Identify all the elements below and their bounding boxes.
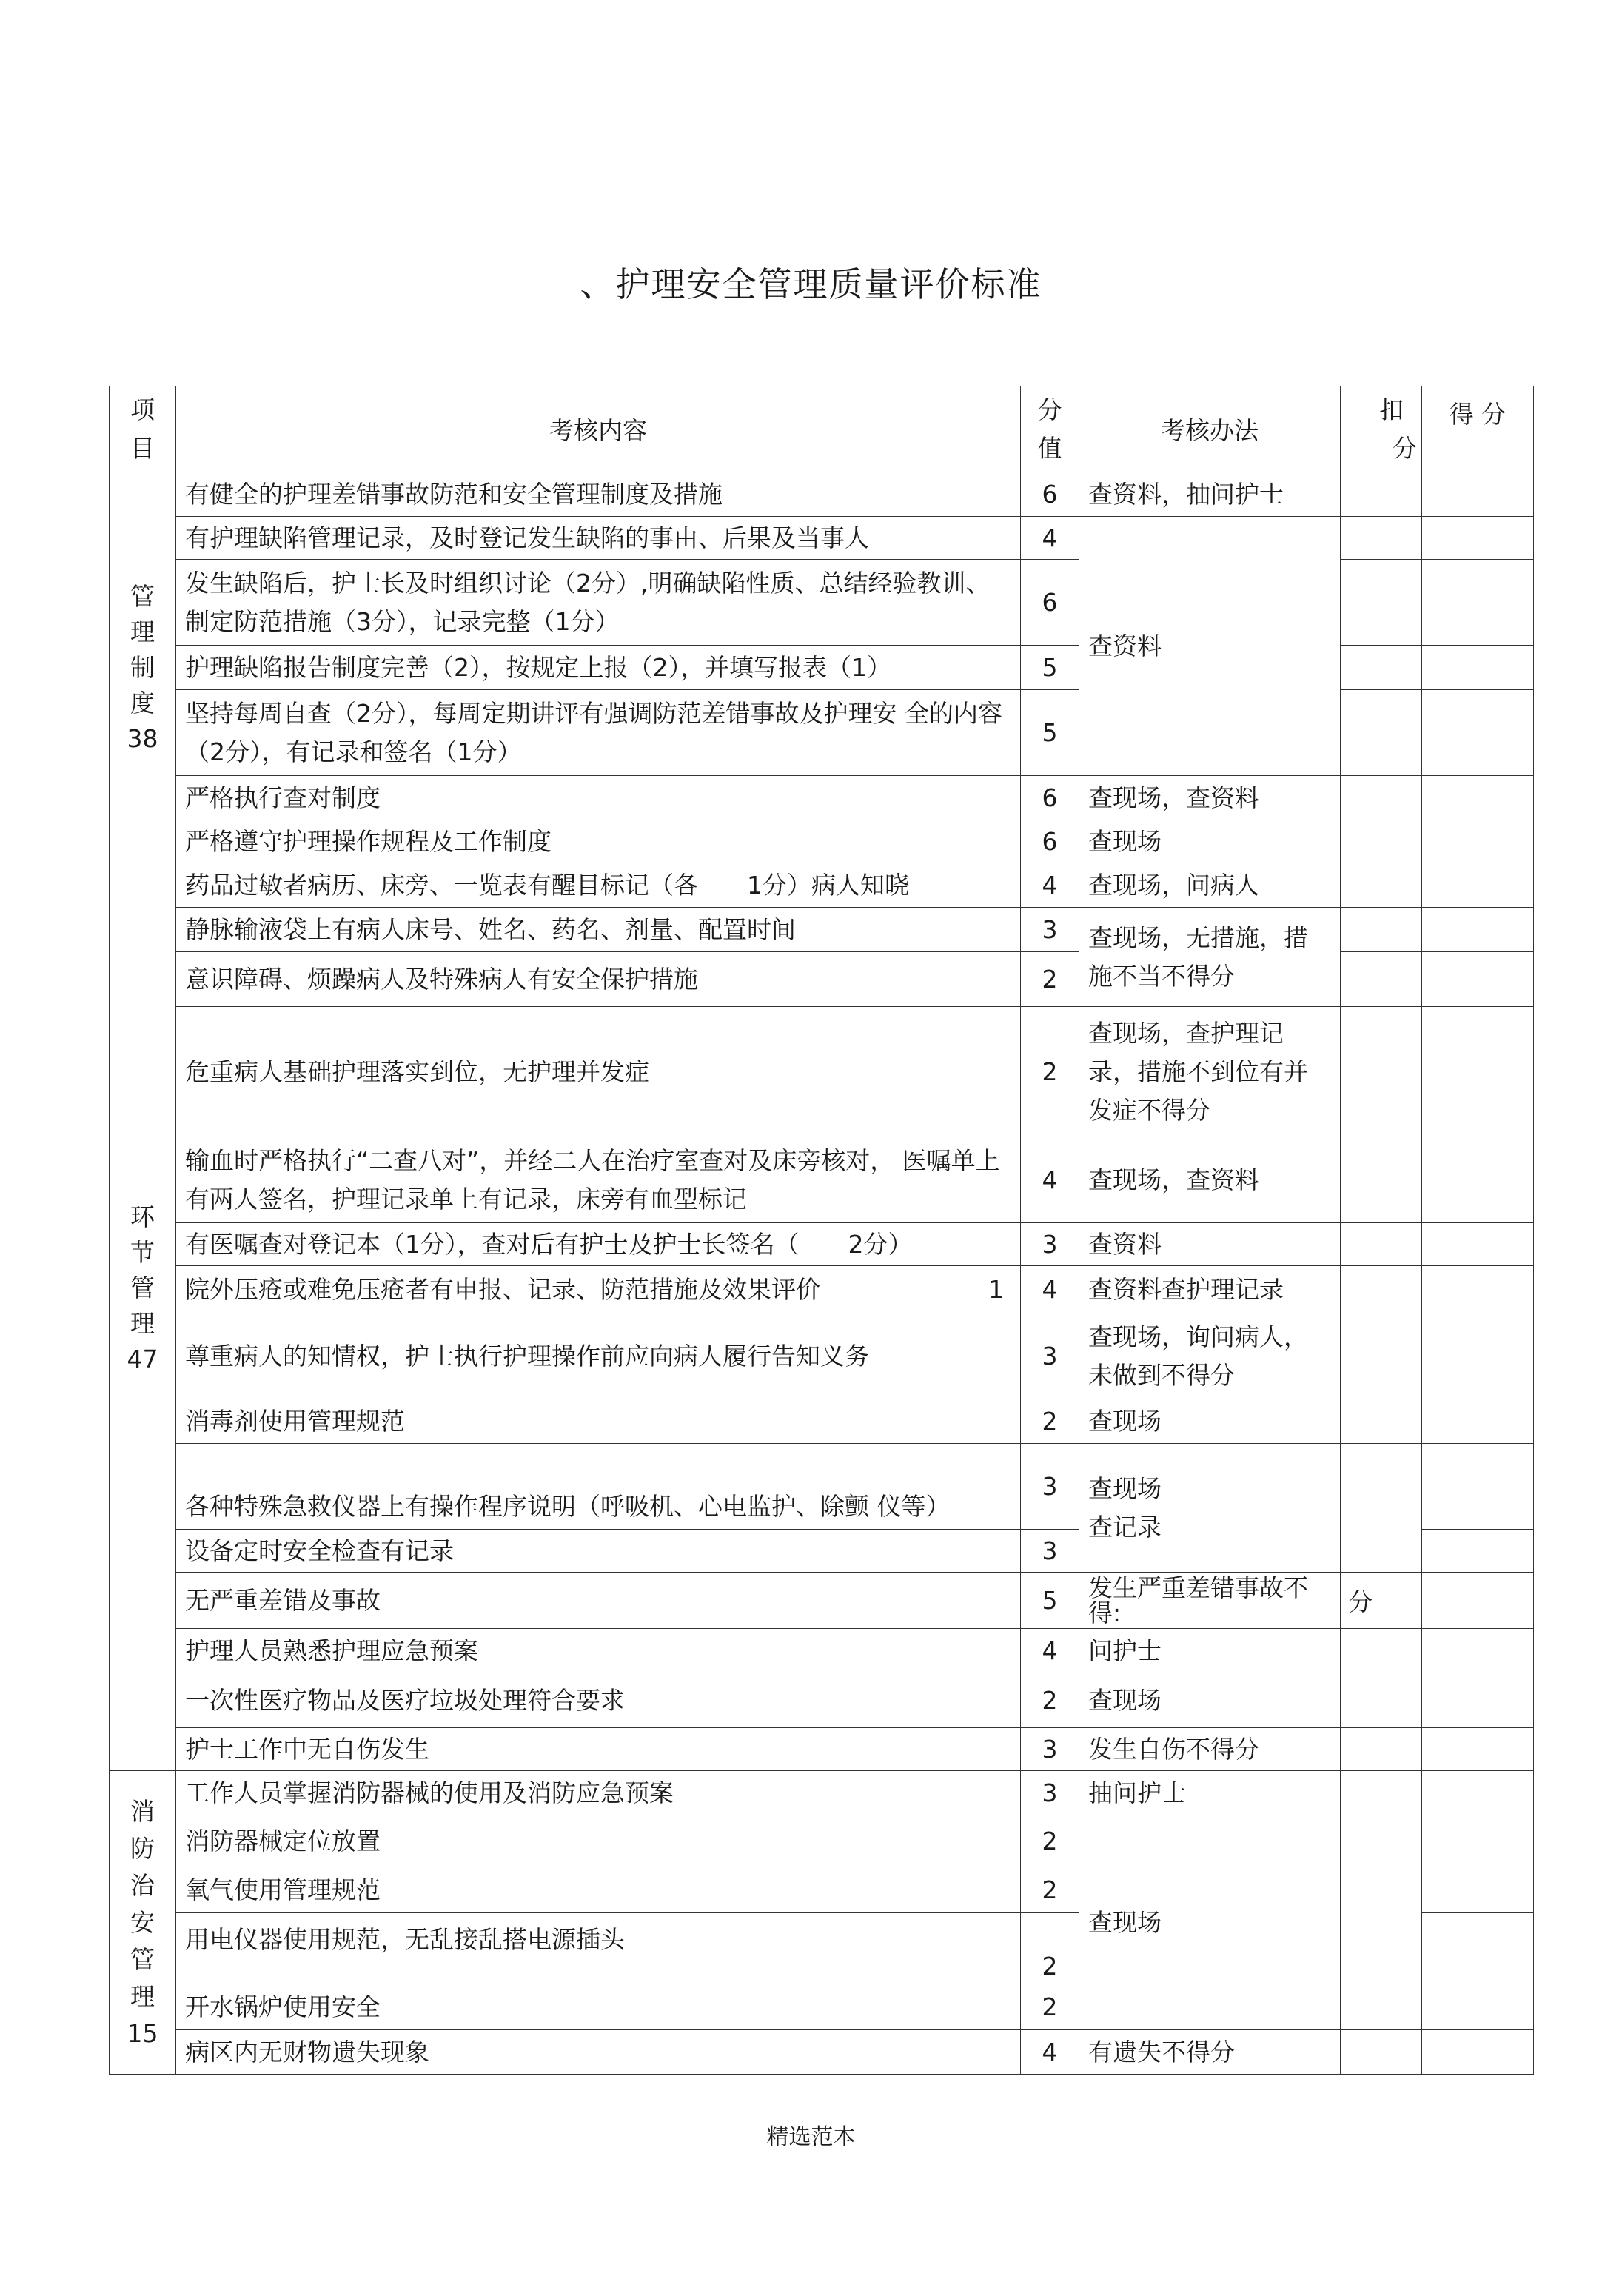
section-management-label: 管 理 制 度 38	[110, 472, 176, 863]
table-row	[110, 863, 1534, 908]
row-method: 查现场	[1079, 1815, 1341, 2030]
row-method: 查现场，查资料	[1079, 1137, 1341, 1223]
row-score: 5	[1021, 646, 1079, 690]
gain-cell	[1422, 820, 1534, 863]
row-method-line2: 查记录	[1088, 1512, 1162, 1542]
gain-cell	[1422, 776, 1534, 820]
row-score: 2	[1021, 1007, 1079, 1137]
row-content: 坚持每周自查（2分），每周定期讲评有强调防范差错事故及护理安 全的内容（2分），有记录和签名（1分）	[176, 690, 1021, 776]
table-row	[110, 1007, 1534, 1137]
row-score: 6	[1021, 820, 1079, 863]
gain-cell	[1422, 1984, 1534, 2030]
row-score: 2	[1021, 1815, 1079, 1867]
row-content: 护士工作中无自伤发生	[176, 1728, 1021, 1771]
row-content: 设备定时安全检查有记录	[176, 1530, 1021, 1573]
row-score: 2	[1021, 1867, 1079, 1913]
gain-cell	[1422, 560, 1534, 646]
table-row	[110, 1137, 1534, 1223]
row-content: 开水锅炉使用安全	[176, 1984, 1021, 2030]
row-score: 3	[1021, 1313, 1079, 1399]
deduct-cell	[1341, 1771, 1422, 1815]
deduct-cell	[1341, 1444, 1422, 1573]
deduct-cell	[1341, 1815, 1422, 2030]
row-content: 有健全的护理差错事故防范和安全管理制度及措施	[176, 472, 1021, 517]
table-row	[110, 1444, 1534, 1530]
row-method: 查现场	[1079, 1673, 1341, 1728]
gain-cell	[1422, 863, 1534, 908]
deduct-cell	[1341, 863, 1422, 908]
row-score: 4	[1021, 1629, 1079, 1673]
table-row	[110, 517, 1534, 560]
gain-cell	[1422, 1313, 1534, 1399]
gain-cell	[1422, 646, 1534, 690]
row-content: 严格遵守护理操作规程及工作制度	[176, 820, 1021, 863]
row-content: 药品过敏者病历、床旁、一览表有醒目标记（各 1分）病人知晓	[176, 863, 1021, 908]
deduct-cell	[1341, 776, 1422, 820]
section-fire-label: 消 防 治 安 管 理 15	[110, 1771, 176, 2075]
gain-cell	[1422, 690, 1534, 776]
gain-cell	[1422, 1673, 1534, 1728]
row-content: 氧气使用管理规范	[176, 1867, 1021, 1913]
gain-cell	[1422, 1223, 1534, 1266]
row-score: 2	[1021, 1673, 1079, 1728]
gain-cell	[1422, 1573, 1534, 1629]
row-method: 有遗失不得分	[1079, 2030, 1341, 2075]
header-score-line1: 分	[1037, 395, 1062, 424]
evaluation-table	[109, 386, 1534, 2075]
table-row	[110, 2030, 1534, 2075]
table-row	[110, 820, 1534, 863]
row-method: 查现场	[1079, 820, 1341, 863]
header-deduct-line2: 分	[1393, 433, 1417, 463]
header-gain: 得 分	[1422, 386, 1534, 472]
gain-cell	[1422, 1629, 1534, 1673]
gain-cell	[1422, 1399, 1534, 1444]
row-method: 查资料	[1079, 517, 1341, 776]
row-method: 发生严重差错事故不得:	[1079, 1573, 1341, 1629]
row-score: 4	[1021, 1266, 1079, 1313]
deduct-cell	[1341, 472, 1422, 517]
gain-cell	[1422, 1815, 1534, 1867]
row-method: 查资料查护理记录	[1079, 1266, 1341, 1313]
row-method: 查现场	[1079, 1399, 1341, 1444]
deduct-cell	[1341, 1313, 1422, 1399]
row-content	[176, 1266, 1021, 1313]
row-content: 各种特殊急救仪器上有操作程序说明（呼吸机、心电监护、除颤 仪等）	[176, 1444, 1021, 1530]
table-row	[110, 1266, 1534, 1313]
header-row	[110, 386, 1534, 472]
row-score: 6	[1021, 560, 1079, 646]
row-content: 病区内无财物遗失现象	[176, 2030, 1021, 2075]
gain-cell	[1422, 472, 1534, 517]
row-score: 4	[1021, 2030, 1079, 2075]
row-content: 输血时严格执行“二查八对”，并经二人在治疗室查对及床旁核对， 医嘱单上有两人签名，护理记录单上有记录，床旁有血型标记	[176, 1137, 1021, 1223]
row-content: 一次性医疗物品及医疗垃圾处理符合要求	[176, 1673, 1021, 1728]
row-content: 消防器械定位放置	[176, 1815, 1021, 1867]
row-content: 有医嘱查对登记本（1分），查对后有护士及护士长签名（ 2分）	[176, 1223, 1021, 1266]
table-row	[110, 908, 1534, 952]
header-item-line1: 项	[130, 395, 155, 424]
row-content: 尊重病人的知情权，护士执行护理操作前应向病人履行告知义务	[176, 1313, 1021, 1399]
table-row	[110, 1313, 1534, 1399]
page-footer: 精选范本	[766, 2124, 856, 2150]
gain-cell	[1422, 1728, 1534, 1771]
header-method: 考核办法	[1079, 386, 1341, 472]
deduct-cell	[1341, 1137, 1422, 1223]
row-content: 护理人员熟悉护理应急预案	[176, 1629, 1021, 1673]
table-row	[110, 1673, 1534, 1728]
header-score	[1021, 386, 1079, 472]
gain-cell	[1422, 952, 1534, 1007]
gain-cell	[1422, 2030, 1534, 2075]
row-score: 3	[1021, 1771, 1079, 1815]
row-method: 查资料，抽问护士	[1079, 472, 1341, 517]
row-score: 2	[1021, 1913, 1079, 1984]
row-score: 5	[1021, 1573, 1079, 1629]
deduct-cell	[1341, 646, 1422, 690]
table-row	[110, 1223, 1534, 1266]
deduct-cell	[1341, 1223, 1422, 1266]
gain-cell	[1422, 1266, 1534, 1313]
table-row	[110, 776, 1534, 820]
row-content: 无严重差错及事故	[176, 1573, 1021, 1629]
section-process-label: 环 节 管 理 47	[110, 863, 176, 1771]
deduct-cell	[1341, 1266, 1422, 1313]
row-score: 2	[1021, 952, 1079, 1007]
deduct-cell	[1341, 560, 1422, 646]
deduct-cell	[1341, 690, 1422, 776]
row-method: 查现场，问病人	[1079, 863, 1341, 908]
row-content: 静脉输液袋上有病人床号、姓名、药名、剂量、配置时间	[176, 908, 1021, 952]
row-score: 6	[1021, 776, 1079, 820]
gain-cell	[1422, 517, 1534, 560]
row-score: 4	[1021, 863, 1079, 908]
row-score: 5	[1021, 690, 1079, 776]
row-method: 查资料	[1079, 1223, 1341, 1266]
header-deduct-line1: 扣	[1379, 395, 1404, 424]
row-content: 有护理缺陷管理记录，及时登记发生缺陷的事由、后果及当事人	[176, 517, 1021, 560]
deduct-cell	[1341, 1673, 1422, 1728]
row-method: 查现场，查资料	[1079, 776, 1341, 820]
deduct-cell: 分	[1341, 1573, 1422, 1629]
row-content: 用电仪器使用规范，无乱接乱搭电源插头	[176, 1913, 1021, 1984]
row-method: 抽问护士	[1079, 1771, 1341, 1815]
row-content: 意识障碍、烦躁病人及特殊病人有安全保护措施	[176, 952, 1021, 1007]
row-content: 工作人员掌握消防器械的使用及消防应急预案	[176, 1771, 1021, 1815]
gain-cell	[1422, 1137, 1534, 1223]
deduct-cell	[1341, 517, 1422, 560]
deduct-cell	[1341, 1399, 1422, 1444]
row-score: 3	[1021, 1444, 1079, 1530]
row-score: 3	[1021, 1223, 1079, 1266]
table-row	[110, 1728, 1534, 1771]
row-score: 4	[1021, 1137, 1079, 1223]
table-row	[110, 1399, 1534, 1444]
row-method: 查现场，询问病人，未做到不得分	[1079, 1313, 1341, 1399]
deduct-cell	[1341, 2030, 1422, 2075]
row-content: 消毒剂使用管理规范	[176, 1399, 1021, 1444]
row-score: 2	[1021, 1984, 1079, 2030]
deduct-cell	[1341, 820, 1422, 863]
row-score: 3	[1021, 1728, 1079, 1771]
row-content-text: 院外压疮或难免压疮者有申报、记录、防范措施及效果评价	[185, 1274, 820, 1304]
table-row	[110, 1573, 1534, 1629]
page-title: 、护理安全管理质量评价标准	[580, 264, 1042, 304]
gain-cell	[1422, 1530, 1534, 1573]
deduct-cell	[1341, 1629, 1422, 1673]
row-method-line1: 查现场	[1088, 1473, 1162, 1503]
table-row	[110, 1629, 1534, 1673]
deduct-cell	[1341, 1007, 1422, 1137]
row-method: 问护士	[1079, 1629, 1341, 1673]
gain-cell	[1422, 1007, 1534, 1137]
gain-cell	[1422, 1771, 1534, 1815]
table-row	[110, 1771, 1534, 1815]
row-method	[1079, 1444, 1341, 1573]
row-score: 4	[1021, 517, 1079, 560]
table-row	[110, 472, 1534, 517]
row-score: 6	[1021, 472, 1079, 517]
row-method: 查现场，无措施，措 施不当不得分	[1079, 908, 1341, 1007]
header-content: 考核内容	[176, 386, 1021, 472]
deduct-cell	[1341, 952, 1422, 1007]
gain-cell	[1422, 908, 1534, 952]
table-row	[110, 1815, 1534, 1867]
gain-cell	[1422, 1913, 1534, 1984]
header-deduct	[1341, 386, 1422, 472]
gain-cell	[1422, 1867, 1534, 1913]
row-score: 2	[1021, 1399, 1079, 1444]
row-method: 发生自伤不得分	[1079, 1728, 1341, 1771]
row-score: 3	[1021, 908, 1079, 952]
row-content: 危重病人基础护理落实到位，无护理并发症	[176, 1007, 1021, 1137]
header-score-line2: 值	[1037, 433, 1062, 463]
deduct-cell	[1341, 1728, 1422, 1771]
header-item	[110, 386, 176, 472]
deduct-cell	[1341, 908, 1422, 952]
row-content: 发生缺陷后，护士长及时组织讨论（2分）,明确缺陷性质、总结经验教训、制定防范措施（3分），记录完整（1分）	[176, 560, 1021, 646]
header-item-line2: 目	[130, 433, 155, 463]
row-content-extra: 1	[988, 1274, 1004, 1304]
row-content: 护理缺陷报告制度完善（2），按规定上报（2），并填写报表（1）	[176, 646, 1021, 690]
row-method: 查现场，查护理记 录，措施不到位有并 发症不得分	[1079, 1007, 1341, 1137]
row-content: 严格执行查对制度	[176, 776, 1021, 820]
row-score: 3	[1021, 1530, 1079, 1573]
gain-cell	[1422, 1444, 1534, 1530]
